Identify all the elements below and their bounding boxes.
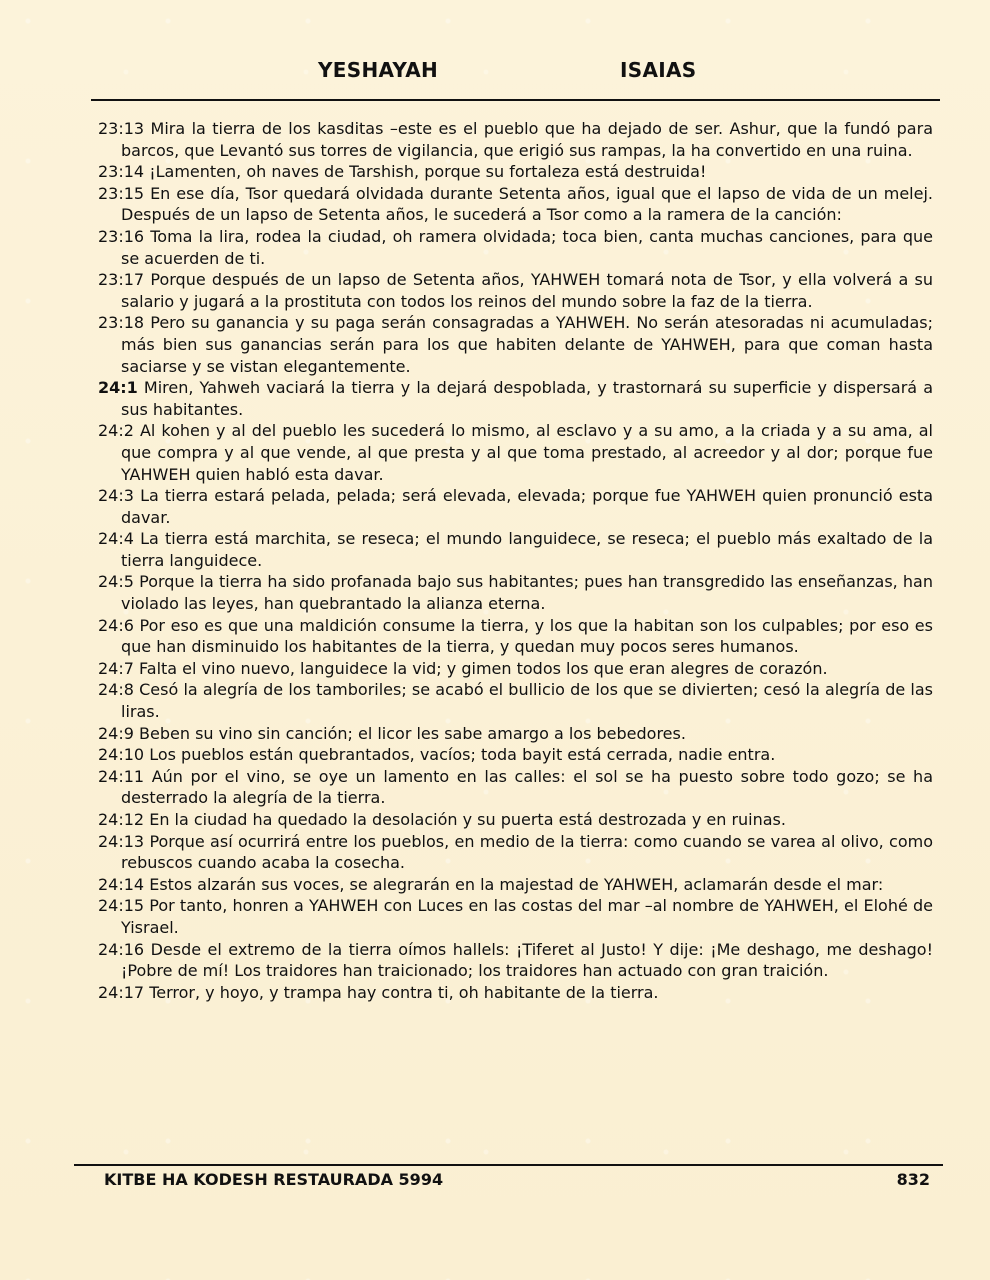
verse (98, 528, 933, 571)
verse-text: Por eso es que una maldición consume la tierra, y los que la habitan son los culpables; por eso es que han disminuido los habitantes de la tierra, y quedan muy pocos seres humanos. (121, 615, 933, 657)
verse (98, 485, 933, 528)
verse-text: Al kohen y al del pueblo les sucederá lo mismo, al esclavo y a su amo, a la criada y a su ama, al que compra y al que vende, al que presta y al que toma prestado, al acreedor y al dor; porque fue YAHWEH quien habló esta davar. (121, 421, 934, 484)
header-title-spanish: ISAIAS (620, 58, 697, 82)
verse (98, 183, 933, 226)
verse-ref: 24:4 (98, 529, 134, 549)
verse (98, 982, 933, 1004)
verse-text: En ese día, Tsor quedará olvidada durante Setenta años, igual que el lapso de vida de un melej. Después de un lapso de Setenta años, le sucederá a Tsor como a la ramera de la canción: (121, 183, 933, 225)
verse-text: Terror, y hoyo, y trampa hay contra ti, oh habitante de la tierra. (149, 982, 659, 1002)
verse-ref: 24:2 (98, 421, 134, 441)
verse-ref: 23:17 (98, 270, 145, 290)
footer-book-title: KITBE HA KODESH RESTAURADA 5994 (104, 1170, 444, 1189)
verse (98, 161, 933, 183)
footer-divider (74, 1164, 943, 1166)
verse-text: La tierra estará pelada, pelada; será elevada, elevada; porque fue YAHWEH quien pronunció esta davar. (121, 486, 933, 527)
verse-text: Mira la tierra de los kasditas –este es el pueblo que ha dejado de ser. Ashur, que la fundó para barcos, que Levantó sus torres de vigilancia, que erigió sus rampas, la ha convertido en una ruina. (121, 119, 933, 160)
verse (98, 895, 933, 938)
verse-ref: 24:9 (98, 723, 134, 743)
verse-text: Miren, Yahweh vaciará la tierra y la dejará despoblada, y trastornará su superficie y dispersará a sus habitantes. (121, 378, 933, 419)
verse (98, 269, 933, 312)
verse-ref: 23:14 (98, 162, 145, 182)
verse-ref: 24:8 (98, 680, 134, 700)
verse-text: Por tanto, honren a YAHWEH con Luces en las costas del mar –al nombre de YAHWEH, el Elohé de Yisrael. (121, 896, 933, 937)
verse (98, 571, 933, 614)
verse-text: Toma la lira, rodea la ciudad, oh ramera olvidada; toca bien, canta muchas canciones, para que se acuerden de ti. (121, 226, 933, 268)
page-header (0, 58, 990, 90)
verse-text: Los pueblos están quebrantados, vacíos; toda bayit está cerrada, nadie entra. (149, 745, 776, 765)
verse (98, 658, 933, 680)
verse-ref: 24:3 (98, 486, 134, 506)
header-divider (91, 99, 940, 101)
verse (98, 831, 933, 874)
verse-text: Porque después de un lapso de Setenta años, YAHWEH tomará nota de Tsor, y ella volverá a su salario y jugará a la prostituta con todos los reinos del mundo sobre la faz de la tierra. (121, 270, 934, 311)
verse-text: Cesó la alegría de los tamboriles; se acabó el bullicio de los que se divierten; cesó la alegría de las liras. (121, 680, 933, 722)
verse-ref: 24:1 (98, 378, 138, 398)
verse (98, 939, 933, 982)
chapter-start-verse (98, 377, 933, 420)
verse-ref: 24:12 (98, 810, 145, 829)
verse (98, 723, 933, 745)
verse-ref: 24:14 (98, 874, 145, 894)
verse-text: Pero su ganancia y su paga serán consagradas a YAHWEH. No serán atesoradas ni acumuladas; más bien sus ganancias serán para los que habiten delante de YAHWEH, para que coman hasta saciarse y se vistan elegantemente. (121, 313, 933, 376)
verse-ref: 24:15 (98, 896, 145, 916)
verse-ref: 24:6 (98, 615, 134, 635)
verse-text: En la ciudad ha quedado la desolación y su puerta está destrozada y en ruinas. (149, 810, 786, 829)
verse-ref: 24:7 (98, 658, 134, 678)
verse-text: Estos alzarán sus voces, se alegrarán en la majestad de YAHWEH, aclamarán desde el mar: (149, 874, 884, 894)
verse-list (98, 118, 933, 1003)
verse (98, 766, 933, 809)
verse-text: Porque la tierra ha sido profanada bajo sus habitantes; pues han transgredido las enseñanzas, han violado las leyes, han quebrantado la alianza eterna. (121, 572, 933, 614)
verse-text: ¡Lamenten, oh naves de Tarshish, porque su fortaleza está destruida! (149, 162, 707, 182)
page-number: 832 (896, 1170, 930, 1189)
verse (98, 874, 933, 896)
verse-text: Aún por el vino, se oye un lamento en las calles: el sol se ha puesto sobre todo gozo; se ha desterrado la alegría de la tierra. (121, 766, 933, 808)
verse-ref: 24:5 (98, 572, 134, 592)
verse-ref: 24:11 (98, 766, 145, 786)
verse-ref: 24:17 (98, 982, 145, 1002)
verse (98, 679, 933, 722)
verse-ref: 24:16 (98, 939, 145, 959)
verse (98, 744, 933, 766)
verse (98, 809, 933, 831)
verse-text: La tierra está marchita, se reseca; el mundo languidece, se reseca; el pueblo más exaltado de la tierra languidece. (121, 529, 933, 570)
verse (98, 226, 933, 269)
verse-text: Beben su vino sin canción; el licor les sabe amargo a los bebedores. (139, 723, 686, 743)
verse-ref: 23:16 (98, 226, 145, 246)
verse-text: Porque así ocurrirá entre los pueblos, en medio de la tierra: como cuando se varea al olivo, como rebuscos cuando acaba la cosecha. (121, 831, 934, 873)
verse-ref: 24:10 (98, 745, 145, 765)
verse (98, 420, 933, 485)
verse-text: Falta el vino nuevo, languidece la vid; y gimen todos los que eran alegres de corazón. (139, 658, 828, 678)
verse-ref: 23:15 (98, 183, 145, 203)
verse-text: Desde el extremo de la tierra oímos hallels: ¡Tiferet al Justo! Y dije: ¡Me deshago, me deshago! ¡Pobre de mí! Los traidores han traicionado; los traidores han actuado con gran traición. (121, 939, 933, 981)
verse-ref: 24:13 (98, 831, 145, 851)
header-title-hebrew: YESHAYAH (318, 58, 439, 82)
verse-ref: 23:13 (98, 119, 145, 138)
verse (98, 312, 933, 377)
verse (98, 118, 933, 161)
verse (98, 615, 933, 658)
verse-ref: 23:18 (98, 313, 145, 333)
